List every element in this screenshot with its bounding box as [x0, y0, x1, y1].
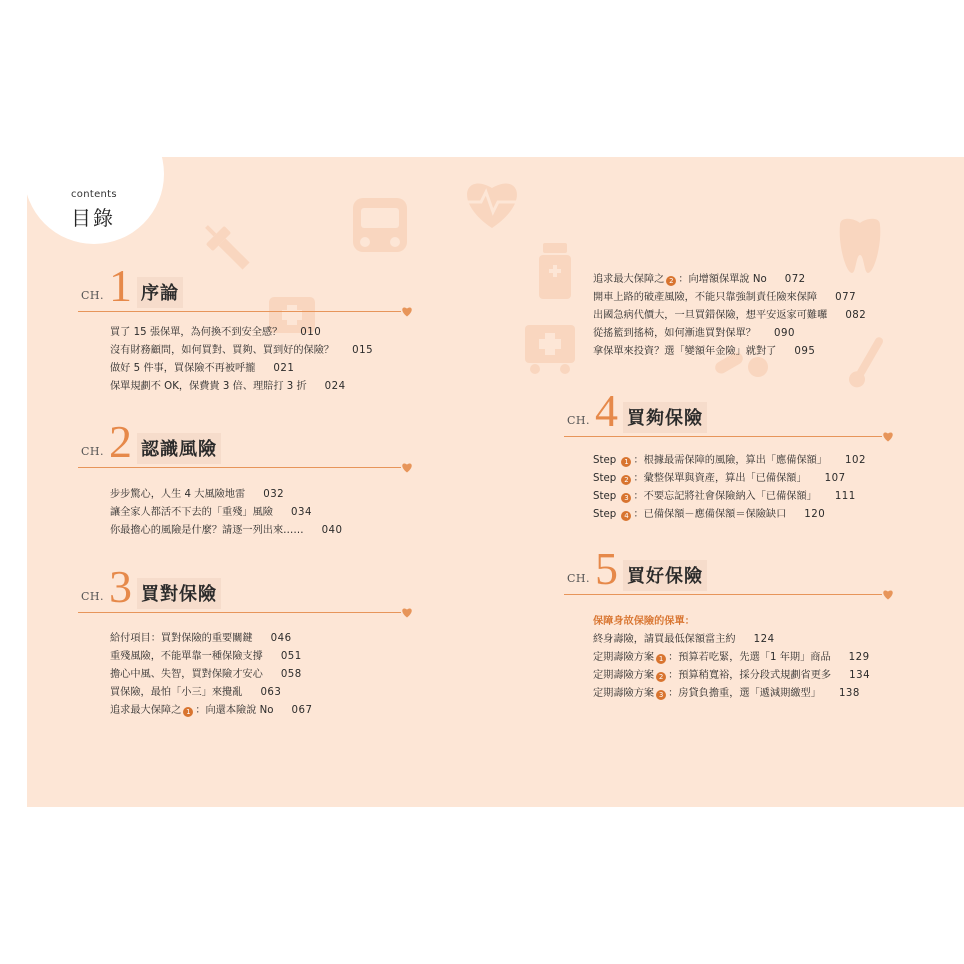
entry-page: 124	[753, 634, 775, 645]
contents-label: contents	[71, 189, 117, 200]
entry-text: ：已備保額－應備保額＝保險缺口	[633, 509, 787, 520]
entry-page: 129	[848, 652, 870, 663]
entry-text: 給付項目：買對保險的重要關鍵	[110, 633, 253, 644]
toc-entry[interactable]	[110, 324, 373, 342]
heart-icon	[882, 431, 894, 442]
toc-entry[interactable]	[110, 684, 312, 702]
entry-text: 擔心中風、失智，買對保險才安心	[110, 669, 263, 680]
entry-page: 138	[838, 688, 860, 699]
entry-page: 090	[774, 328, 795, 339]
toc-entry[interactable]	[593, 452, 866, 470]
entry-prefix: Step	[593, 509, 617, 520]
toc-entry[interactable]	[110, 486, 343, 504]
entry-text: 保單規劃不 OK，保費貴 3 倍、理賠打 3 折	[110, 381, 307, 392]
chapter-number: 1	[109, 260, 132, 311]
toc-entry[interactable]	[593, 685, 870, 703]
toc-entry[interactable]	[593, 271, 866, 289]
chapter-title: 買夠保險	[623, 402, 707, 433]
entry-text: 終身壽險，請買最低保額當主約	[593, 634, 736, 645]
pill-bottle-icon	[537, 241, 573, 301]
entry-text: ：預算若吃緊，先選「1 年期」商品	[668, 652, 831, 663]
toc-entry[interactable]	[593, 325, 866, 343]
chapter-label: CH.	[81, 590, 105, 603]
chapter-5-entries	[593, 613, 870, 703]
entry-text: ：房貸負擔重，選「遞減期繳型」	[668, 688, 821, 699]
toc-entry[interactable]	[110, 702, 312, 720]
chapter-rule	[564, 436, 882, 438]
section-subtitle: 保障身故保險的保單：	[593, 616, 695, 627]
entry-text: 步步驚心，人生 4 大風險地雷	[110, 489, 246, 500]
entry-page: 051	[280, 651, 302, 662]
entry-text: 讓全家人都活不下去的「重殘」風險	[110, 507, 273, 518]
number-marker: 2	[621, 475, 631, 485]
chapter-3-entries	[110, 630, 312, 720]
entry-page: 077	[835, 292, 857, 303]
entry-prefix: Step	[593, 473, 617, 484]
heart-icon	[401, 462, 413, 473]
toc-entry[interactable]	[110, 342, 373, 360]
chapter-number: 3	[109, 561, 132, 612]
entry-text: ：根據最需保障的風險，算出「應備保額」	[633, 455, 828, 466]
toc-entry[interactable]	[110, 360, 373, 378]
chapter-title: 序論	[137, 277, 183, 308]
entry-prefix: 定期壽險方案	[593, 688, 655, 699]
chapter-title: 買對保險	[137, 578, 221, 609]
chapter-label: CH.	[567, 572, 591, 585]
toc-entry[interactable]	[593, 488, 866, 506]
entry-page: 058	[280, 669, 302, 680]
entry-text: ：預算稍寬裕，採分段式規劃省更多	[668, 670, 832, 681]
entry-page: 021	[273, 363, 295, 374]
heart-icon	[401, 306, 413, 317]
entry-page: 010	[300, 327, 322, 338]
toc-entry[interactable]	[593, 667, 870, 685]
entry-text: ：不要忘記將社會保險納入「已備保額」	[633, 491, 817, 502]
entry-text: ：向還本險說 No	[195, 705, 274, 716]
chapter-2-entries	[110, 486, 343, 540]
entry-page: 015	[352, 345, 374, 356]
chapter-number: 2	[109, 416, 132, 467]
entry-page: 040	[321, 525, 343, 536]
toc-entry[interactable]	[593, 289, 866, 307]
toc-entry[interactable]	[110, 504, 343, 522]
entry-page: 095	[794, 346, 816, 357]
contents-badge	[27, 157, 164, 244]
toc-entry[interactable]	[110, 378, 373, 396]
entry-prefix: 追求最大保障之	[593, 274, 665, 285]
number-marker: 2	[666, 276, 676, 286]
tooth-icon	[832, 215, 888, 275]
chapter-rule	[78, 467, 401, 469]
toc-entry[interactable]	[110, 666, 312, 684]
entry-prefix: Step	[593, 491, 617, 502]
entry-page: 102	[845, 455, 866, 466]
entry-text: 沒有財務顧問，如何買對、買夠、買到好的保險？	[110, 345, 335, 356]
entry-page: 034	[291, 507, 312, 518]
chapter-1-header	[78, 249, 411, 309]
entry-page: 024	[324, 381, 346, 392]
chapter-rule	[564, 594, 882, 596]
entry-prefix: 追求最大保障之	[110, 705, 182, 716]
number-marker: 3	[621, 493, 631, 503]
number-marker: 1	[621, 457, 631, 467]
toc-entry[interactable]	[593, 631, 870, 649]
entry-text: 買了 15 張保單，為何換不到安全感？	[110, 327, 283, 338]
toc-entry[interactable]	[593, 307, 866, 325]
entry-text: 從搖籃到搖椅，如何漸進買對保單？	[593, 328, 756, 339]
entry-text: 開車上路的破產風險，不能只靠強制責任險來保障	[593, 292, 818, 303]
toc-entry[interactable]	[110, 648, 312, 666]
entry-text: 重殘風險，不能單靠一種保險支撐	[110, 651, 263, 662]
entry-text: 買保險，最怕「小三」來攪亂	[110, 687, 243, 698]
chapter-5-header	[564, 532, 892, 592]
chapter-3-header	[78, 550, 411, 610]
entry-page: 134	[849, 670, 871, 681]
number-marker: 1	[183, 707, 193, 717]
entry-page: 067	[291, 705, 313, 716]
chapter-4-header	[564, 374, 892, 434]
entry-prefix: 定期壽險方案	[593, 670, 655, 681]
chapter-label: CH.	[81, 445, 105, 458]
number-marker: 4	[621, 511, 631, 521]
number-marker: 2	[656, 672, 666, 682]
toc-entry[interactable]	[593, 649, 870, 667]
number-marker: 3	[656, 690, 666, 700]
chapter-2-header	[78, 405, 411, 465]
chapter-rule	[78, 612, 401, 614]
heart-icon	[882, 589, 894, 600]
chapter-4-entries	[593, 452, 866, 524]
contents-spread	[27, 157, 964, 807]
chapter-label: CH.	[567, 414, 591, 427]
entry-page: 120	[804, 509, 826, 520]
entry-text: 出國急病代價大，一旦買錯保險，想平安返家可難囉	[593, 310, 828, 321]
toc-entry[interactable]	[110, 522, 343, 540]
entry-page: 111	[834, 491, 856, 502]
chapter-label: CH.	[81, 289, 105, 302]
chapter-number: 5	[595, 543, 618, 594]
entry-prefix: Step	[593, 455, 617, 466]
entry-page: 107	[824, 473, 846, 484]
medical-cart-icon	[519, 317, 585, 377]
entry-text: 做好 5 件事，買保險不再被呼攏	[110, 363, 256, 374]
number-marker: 1	[656, 654, 666, 664]
chapter-1-entries	[110, 324, 373, 396]
entry-text: 拿保單來投資？選「變額年金險」就對了	[593, 346, 777, 357]
toc-entry[interactable]	[110, 630, 312, 648]
heart-icon	[401, 607, 413, 618]
toc-entry[interactable]	[593, 470, 866, 488]
contents-title: 目錄	[71, 206, 115, 230]
entry-text: 你最擔心的風險是什麼？請逐一列出來……	[110, 525, 304, 536]
chapter-title: 認識風險	[137, 433, 221, 464]
entry-page: 046	[270, 633, 292, 644]
entry-page: 072	[784, 274, 806, 285]
entry-prefix: 定期壽險方案	[593, 652, 655, 663]
chapter-number: 4	[595, 385, 618, 436]
chapter-title: 買好保險	[623, 560, 707, 591]
entry-page: 032	[263, 489, 285, 500]
toc-entry[interactable]	[593, 343, 866, 361]
heart-pulse-icon	[459, 172, 525, 232]
entry-text: ：向增額保單說 No	[678, 274, 767, 285]
chapter-3-continued-entries	[593, 271, 866, 361]
entry-text: ：彙整保單與資產，算出「已備保額」	[633, 473, 807, 484]
toc-entry[interactable]	[593, 506, 866, 524]
entry-page: 063	[260, 687, 282, 698]
entry-page: 082	[845, 310, 867, 321]
chapter-rule	[78, 311, 401, 313]
